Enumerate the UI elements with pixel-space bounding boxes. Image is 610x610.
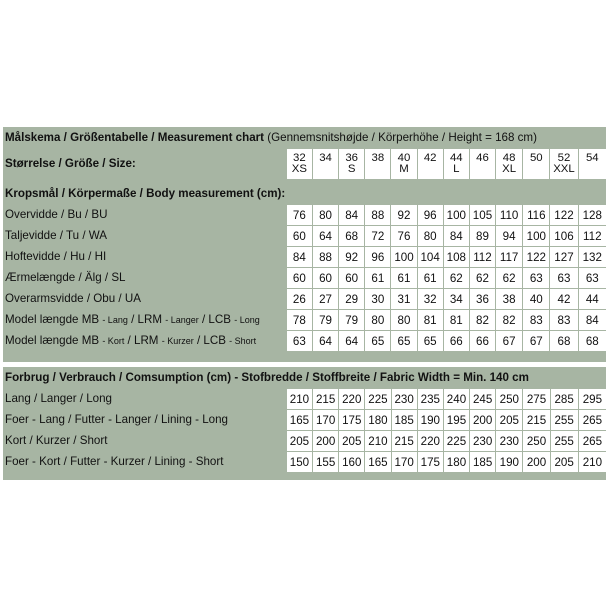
value-cell: 26 [286, 288, 312, 309]
body-measurement-row [3, 330, 606, 351]
value-cell: 82 [495, 309, 522, 330]
value-cell: 80 [364, 309, 390, 330]
value-cell: 84 [578, 309, 606, 330]
value-cell: 67 [495, 330, 522, 351]
value-cell: 110 [495, 204, 522, 225]
row-label-part: Model længde MB [5, 333, 103, 347]
row-label: Foer - Kort / Futter - Kurzer / Lining - Short [5, 455, 224, 468]
size-number: 52 [557, 151, 571, 164]
row-label: Overvidde / Bu / BU [5, 208, 108, 221]
value-cell: 64 [312, 330, 338, 351]
row-label-part: Model længde MB [5, 312, 103, 326]
row-label-part: - Langer [165, 314, 199, 325]
row-label-part: - Long [234, 314, 260, 325]
row-label: Hoftevidde / Hu / HI [5, 250, 107, 263]
value-cell: 122 [549, 204, 577, 225]
value-cell: 200 [522, 451, 549, 472]
value-cell: 225 [443, 430, 469, 451]
value-cell: 215 [522, 409, 549, 430]
size-letter: L [453, 163, 460, 175]
value-cell: 205 [550, 451, 578, 472]
value-cell: 160 [338, 451, 364, 472]
value-cell: 81 [417, 309, 443, 330]
row-label-part: / LRM [124, 333, 162, 347]
value-cell: 64 [338, 330, 364, 351]
row-label: Foer - Lang / Futter - Langer / Lining - Long [5, 413, 228, 426]
row-label-part: - Kort [102, 335, 125, 346]
value-cell: 66 [469, 330, 495, 351]
consumption-row [3, 451, 606, 472]
body-measurement-row [3, 288, 606, 309]
value-cell: 240 [443, 388, 469, 409]
value-cell: 104 [417, 246, 443, 267]
value-cell: 79 [338, 309, 364, 330]
body-measurement-row [3, 204, 606, 225]
row-label [3, 309, 286, 330]
value-cell: 180 [364, 409, 390, 430]
value-cell: 220 [417, 430, 443, 451]
value-cell: 88 [364, 204, 390, 225]
value-cell: 215 [312, 388, 338, 409]
chart-title-bold: Målskema / Größentabelle / Measurement chart [5, 131, 265, 144]
size-letter: XL [502, 163, 517, 175]
value-cell: 210 [578, 451, 606, 472]
value-cell: 132 [578, 246, 606, 267]
value-cell: 116 [522, 204, 549, 225]
consumption-row [3, 388, 606, 409]
value-cell: 67 [522, 330, 549, 351]
value-cell: 80 [312, 204, 338, 225]
value-cell: 42 [549, 288, 577, 309]
value-cell: 84 [286, 246, 312, 267]
value-cell: 175 [417, 451, 443, 472]
value-cell: 180 [443, 451, 469, 472]
value-cell: 295 [578, 388, 606, 409]
value-cell: 79 [312, 309, 338, 330]
value-cell: 63 [549, 267, 577, 288]
consumption-rows [3, 388, 606, 472]
value-cell: 250 [495, 388, 522, 409]
value-cell: 94 [495, 225, 522, 246]
row-label [3, 330, 286, 351]
value-cell: 80 [390, 309, 416, 330]
value-cell: 235 [417, 388, 443, 409]
consumption-table [3, 367, 606, 472]
size-label: Størrelse / Größe / Size: [5, 157, 136, 170]
value-cell: 205 [286, 430, 312, 451]
value-cell: 96 [364, 246, 390, 267]
value-cell: 255 [550, 430, 578, 451]
size-number: 42 [423, 151, 437, 164]
value-cell: 76 [390, 225, 416, 246]
size-letter: M [399, 163, 409, 175]
value-cell: 72 [364, 225, 390, 246]
body-measurement-rows [3, 204, 606, 351]
value-cell: 38 [495, 288, 522, 309]
value-cell: 30 [364, 288, 390, 309]
size-number: 36 [345, 151, 359, 164]
size-letter [470, 164, 495, 176]
row-label-part: / LCB [193, 333, 230, 347]
size-number: 50 [529, 151, 543, 164]
row-label: Overarmsvidde / Obu / UA [5, 292, 141, 305]
size-letter [523, 164, 549, 176]
chart-title [3, 127, 606, 148]
size-letter: S [347, 163, 356, 175]
value-cell: 62 [495, 267, 522, 288]
value-cell: 108 [443, 246, 469, 267]
size-cell [578, 148, 606, 179]
value-cell: 230 [469, 430, 495, 451]
value-cell: 80 [417, 225, 443, 246]
measurement-chart-panel [3, 127, 606, 362]
body-measurement-row [3, 225, 606, 246]
body-measurement-row [3, 267, 606, 288]
value-cell: 68 [578, 330, 606, 351]
value-cell: 220 [338, 388, 364, 409]
value-cell: 112 [469, 246, 495, 267]
value-cell: 165 [364, 451, 390, 472]
value-cell: 44 [578, 288, 606, 309]
row-label-part: - Lang [102, 314, 128, 325]
chart-title-note: (Gennemsnitshøjde / Körperhöhe / Height = 168 cm) [264, 131, 537, 144]
size-row [3, 148, 606, 179]
value-cell: 100 [522, 225, 549, 246]
value-cell: 150 [286, 451, 312, 472]
value-cell: 96 [417, 204, 443, 225]
value-cell: 34 [443, 288, 469, 309]
value-cell: 190 [495, 451, 522, 472]
value-cell: 89 [469, 225, 495, 246]
value-cell: 68 [338, 225, 364, 246]
value-cell: 122 [522, 246, 549, 267]
value-cell: 128 [578, 204, 606, 225]
value-cell: 112 [578, 225, 606, 246]
size-number: 40 [397, 151, 411, 164]
value-cell: 84 [443, 225, 469, 246]
size-number: 44 [449, 151, 463, 164]
size-cell [338, 148, 364, 179]
value-cell: 64 [312, 225, 338, 246]
value-cell: 68 [549, 330, 577, 351]
value-cell: 106 [549, 225, 577, 246]
value-cell: 36 [469, 288, 495, 309]
row-label-part: / LCB [198, 312, 235, 326]
row-label: Ærmelængde / Älg / SL [5, 271, 126, 284]
value-cell: 190 [417, 409, 443, 430]
value-cell: 117 [495, 246, 522, 267]
value-cell: 265 [578, 409, 606, 430]
row-label-part: / LRM [127, 312, 166, 326]
value-cell: 255 [550, 409, 578, 430]
value-cell: 65 [417, 330, 443, 351]
value-cell: 78 [286, 309, 312, 330]
value-cell: 88 [312, 246, 338, 267]
value-cell: 195 [443, 409, 469, 430]
row-label-part: - Short [229, 335, 257, 346]
consumption-row [3, 430, 606, 451]
size-cell [390, 148, 416, 179]
size-cell [364, 148, 390, 179]
value-cell: 210 [286, 388, 312, 409]
value-cell: 63 [578, 267, 606, 288]
value-cell: 127 [549, 246, 577, 267]
value-cell: 225 [364, 388, 390, 409]
size-letter: XXL [553, 163, 575, 175]
value-cell: 230 [495, 430, 522, 451]
size-letter [418, 164, 443, 176]
value-cell: 60 [312, 267, 338, 288]
body-measurement-header: Kropsmål / Körpermaße / Body measurement (cm): [5, 187, 286, 200]
value-cell: 200 [312, 430, 338, 451]
value-cell: 60 [286, 225, 312, 246]
size-cell [549, 148, 577, 179]
size-number: 38 [371, 151, 385, 164]
size-number: 34 [319, 151, 332, 164]
value-cell: 60 [286, 267, 312, 288]
value-cell: 29 [338, 288, 364, 309]
row-label: Taljevidde / Tu / WA [5, 229, 108, 242]
value-cell: 245 [469, 388, 495, 409]
value-cell: 27 [312, 288, 338, 309]
value-cell: 100 [390, 246, 416, 267]
size-number: 32 [293, 151, 306, 164]
value-cell: 205 [495, 409, 522, 430]
size-number: 48 [502, 151, 516, 164]
consumption-row [3, 409, 606, 430]
row-label-part: - Kurzer [161, 335, 194, 346]
body-measurement-row [3, 246, 606, 267]
row-label: Lang / Langer / Long [5, 392, 113, 405]
value-cell: 83 [522, 309, 549, 330]
value-cell: 230 [391, 388, 417, 409]
size-cell [443, 148, 469, 179]
value-cell: 60 [338, 267, 364, 288]
value-cell: 31 [390, 288, 416, 309]
value-cell: 155 [312, 451, 338, 472]
consumption-header: Forbrug / Verbrauch / Comsumption (cm) - Stofbredde / Stoffbreite / Fabric Width = Min. 140 cm [5, 371, 529, 384]
value-cell: 165 [286, 409, 312, 430]
value-cell: 61 [417, 267, 443, 288]
value-cell: 185 [391, 409, 417, 430]
measurement-table [3, 127, 606, 351]
size-letter [579, 164, 606, 176]
value-cell: 62 [469, 267, 495, 288]
value-cell: 63 [286, 330, 312, 351]
value-cell: 100 [443, 204, 469, 225]
size-cell [495, 148, 522, 179]
size-letter [313, 164, 338, 176]
value-cell: 200 [469, 409, 495, 430]
value-cell: 215 [391, 430, 417, 451]
value-cell: 66 [443, 330, 469, 351]
value-cell: 205 [338, 430, 364, 451]
value-cell: 62 [443, 267, 469, 288]
size-cell [469, 148, 495, 179]
value-cell: 265 [578, 430, 606, 451]
value-cell: 63 [522, 267, 549, 288]
value-cell: 175 [338, 409, 364, 430]
value-cell: 210 [364, 430, 390, 451]
size-cell [522, 148, 549, 179]
body-measurement-row [3, 309, 606, 330]
size-cell [286, 148, 312, 179]
value-cell: 92 [390, 204, 416, 225]
value-cell: 92 [338, 246, 364, 267]
size-cell [417, 148, 443, 179]
value-cell: 61 [364, 267, 390, 288]
row-label: Kort / Kurzer / Short [5, 434, 108, 447]
value-cell: 275 [522, 388, 549, 409]
value-cell: 83 [549, 309, 577, 330]
value-cell: 81 [443, 309, 469, 330]
value-cell: 61 [390, 267, 416, 288]
value-cell: 285 [550, 388, 578, 409]
value-cell: 65 [364, 330, 390, 351]
value-cell: 82 [469, 309, 495, 330]
value-cell: 40 [522, 288, 549, 309]
value-cell: 105 [469, 204, 495, 225]
value-cell: 185 [469, 451, 495, 472]
consumption-panel [3, 367, 606, 480]
size-letter: XS [291, 163, 307, 175]
value-cell: 32 [417, 288, 443, 309]
value-cell: 170 [391, 451, 417, 472]
size-number: 54 [585, 151, 599, 164]
value-cell: 84 [338, 204, 364, 225]
value-cell: 65 [390, 330, 416, 351]
value-cell: 170 [312, 409, 338, 430]
size-cell [312, 148, 338, 179]
size-number: 46 [476, 151, 489, 164]
value-cell: 250 [522, 430, 549, 451]
size-letter [365, 164, 390, 176]
value-cell: 76 [286, 204, 312, 225]
